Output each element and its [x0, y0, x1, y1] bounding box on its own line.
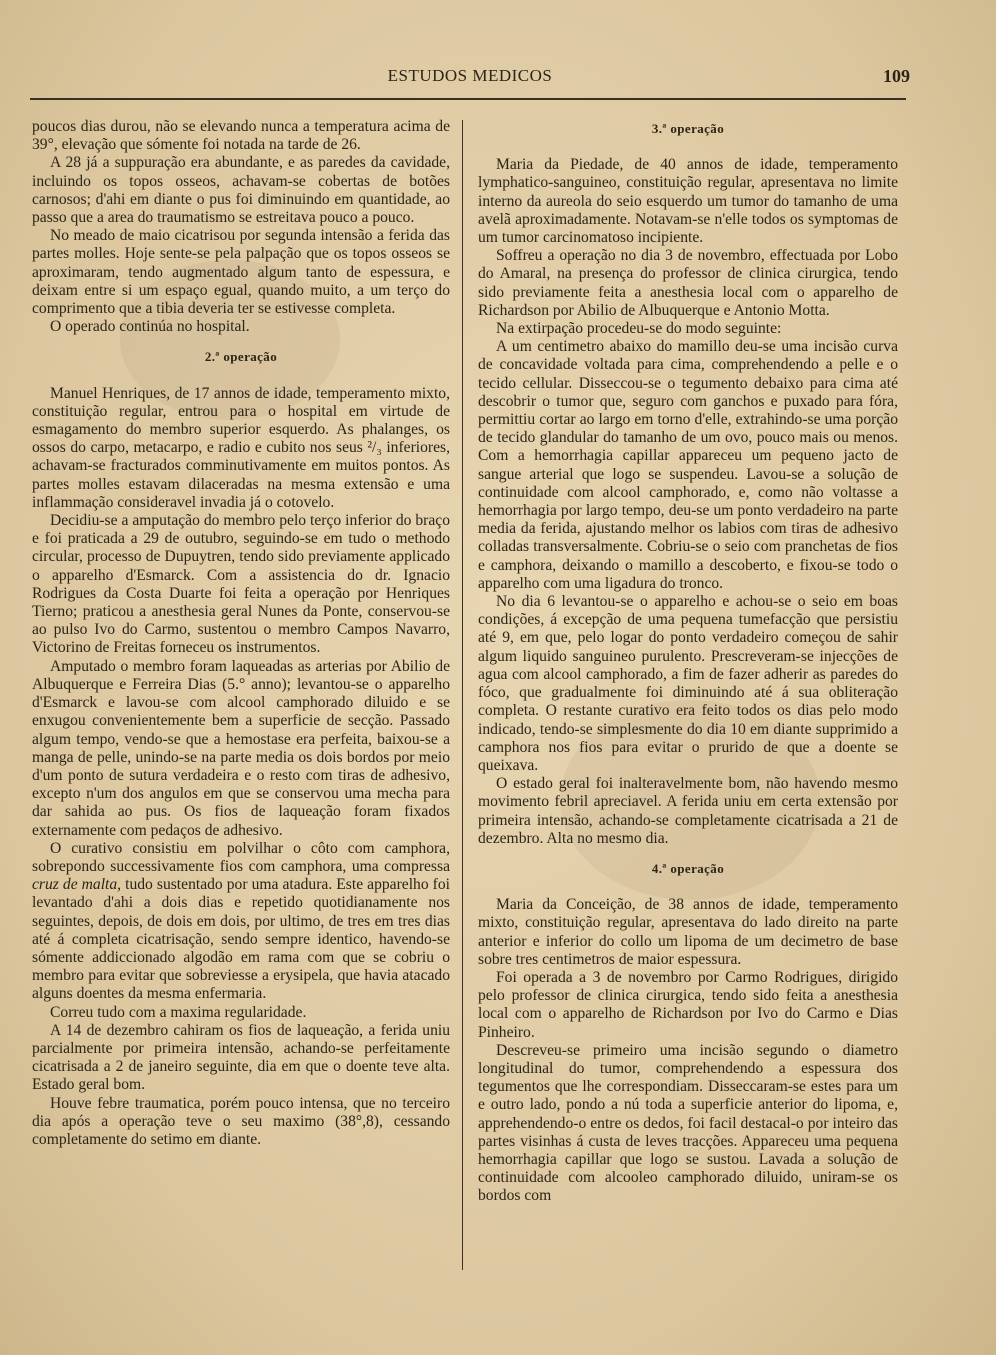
column-divider [462, 120, 463, 1270]
paragraph: Maria da Conceição, de 38 annos de idade, temperamento mixto, constituição regular, apresentava do lado direito na parte anterior e inferior do collo um lipoma de um decimetro de base sobre tres centimetros de maior espessura. [478, 896, 898, 968]
paragraph: Decidiu-se a amputação do membro pelo terço inferior do braço e foi praticada a 29 de outubro, seguindo-se em tudo o methodo circular, processo de Dupuytren, tendo sido previamente applicado o apparelho d'Esmarck. Com a assistencia do dr. Ignacio Rodrigues da Costa Duarte foi feita a operação por Henriques Tierno; praticou a anesthesia geral Nunes da Ponte, conservou-se ao pulso Ivo do Carmo, sustentou o membro Campos Navarro, Victorino de Freitas forneceu os instrumentos. [32, 512, 450, 657]
section-heading: 4.ª operação [651, 860, 725, 876]
right-column [478, 118, 898, 1206]
paragraph: Descreveu-se primeiro uma incisão segundo o diametro longitudinal do tumor, comprehendendo a espessura dos tegumentos que lhe correspondiam. Disseccaram-se estes para um e outro lado, pondo a nú toda a superficie anterior do lipoma, e, apprehendendo-o entre os dedos, foi facil destacal-o por inteiro das partes visinhas á custa de leves tracções. Appareceu uma pequena hemorrhagia capillar que logo se sustou. Lavada a solução de continuidade com alcooleo camphorado diluido, uniram-se os bordos com [478, 1041, 898, 1205]
paragraph: No meado de maio cicatrisou por segunda intensão a ferida das partes molles. Hoje sente-se pela palpação que os topos osseos se aproximaram, tendo augmentado algum tanto de espessura, e deixam entre si um espaço egual, quando muito, a um terço do comprimento que a tibia deveria ter se estivesse completa. [32, 227, 450, 318]
section-heading: 3.ª operação [651, 121, 725, 136]
paragraph: Manuel Henriques, de 17 annos de idade, temperamento mixto, constituição regular, entrou para o hospital em virtude de esmagamento do membro superior esquerdo. As phalanges, os ossos do carpo, metacarpo, e radio e cubito nos seus ²/₃ inferiores, achavam-se fracturados comminutivamente em muitos pontos. As partes molles estavam dilaceradas na mesma extensão e uma inflammação consideravel invadia já o cotovelo. [32, 384, 450, 511]
paragraph-text: O curativo consistiu em polvilhar o côto com camphora, sobrepondo successivamente fios com camphora, uma compressa [32, 839, 450, 875]
paragraph: A 28 já a suppuração era abundante, e as paredes da cavidade, incluindo os topos osseos, achavam-se cobertas de botões carnosos; d'ahi em diante o pus foi diminuindo em quantidade, ao passo que a area do traumatismo se estreitava pouco a pouco. [32, 154, 450, 227]
running-header [30, 66, 910, 90]
paragraph: Na extirpação procedeu-se do modo seguinte: [496, 320, 782, 338]
paragraph-text: tudo sustentado por uma atadura. Este apparelho foi levantado d'ahi a dois dias e repetido quotidianamente nos seguintes, depois, de dois em dois, por ultimo, de tres em tres dias até á completa cicatrisação, sendo sempre identico, havendo-se sómente addiccionado algodão em rama com que se cobriu o membro para evitar que sobreviesse a erysipela, que havia atacado alguns doentes da mesma enfermaria. [32, 876, 450, 1003]
paragraph: poucos dias durou, não se elevando nunca a temperatura acima de 39°, elevação que sómente foi notada na tarde de 26. [32, 118, 450, 154]
paragraph: Houve febre traumatica, porém pouco intensa, que no terceiro dia após a operação teve o seu maximo (38°,8), cessando completamente do setimo em diante. [32, 1094, 450, 1148]
paragraph: Foi operada a 3 de novembro por Carmo Rodrigues, dirigido pelo professor de clinica cirurgica, tendo sido feita a anesthesia local com o apparelho de Richardson por Ivo do Carmo e Dias Pinheiro. [478, 968, 898, 1041]
section-heading: 2.ª operação [204, 349, 278, 365]
paragraph: Amputado o membro foram laqueadas as arterias por Abilio de Albuquerque e Ferreira Dias (5.° anno); levantou-se o apparelho d'Esmarck e lavou-se com alcool camphorado diluido e se enxugou convenientemente bem a superficie de secção. Passado algum tempo, vendo-se que a hemostase era perfeita, baixou-se a manga de pelle, unindo-se na parte media os dois bordos por meio d'um ponto de sutura verdadeira e o resto com tiras de adhesivo, excepto n'um dos angulos em que se conservou uma mecha para dar sahida ao pus. Os fios de laqueação foram fixados externamente com pedaços de adhesivo. [32, 657, 450, 839]
paragraph: Soffreu a operação no dia 3 de novembro, effectuada por Lobo do Amaral, na presença do professor de clinica cirurgica, tendo sido previamente feita a anesthesia local com o apparelho de Richardson por Abilio de Albuquerque e Antonio Motta. [478, 247, 898, 319]
italic-term: cruz de malta, [32, 876, 122, 894]
page-number: 109 [883, 66, 910, 86]
paragraph: O operado continúa no hospital. [50, 318, 250, 336]
paragraph: O estado geral foi inalteravelmente bom, não havendo mesmo movimento febril apreciavel. A ferida uniu em certa extensão por primeira intensão, achando-se completamente cicatrisada a 21 de dezembro. Alta no mesmo dia. [478, 775, 898, 847]
left-column [32, 118, 450, 1149]
paragraph: No dia 6 levantou-se o apparelho e achou-se o seio em boas condições, á excepção de uma pequena tumefacção que persistiu até 9, em que, pelo logar do ponto verdadeiro começou de sahir algum liquido sanguineo purulento. Prescreveram-se injecções de agua com alcool camphorado, a fim de fazer adherir as paredes do fóco, que gradualmente foi diminuindo até á sua obliteração completa. O restante curativo era feito todos os dias pelo modo indicado, tendo-se simplesmente do dia 10 em diante supprimido a camphora nos fios para evitar o prurido de que a doente se queixava. [478, 593, 898, 774]
header-rule [30, 98, 906, 100]
paragraph: Maria da Piedade, de 40 annos de idade, temperamento lymphatico-sanguineo, constituição regular, apresentava no limite interno da aureola do seio esquerdo um tumor do tamanho de uma avelã aproximadamente. Notavam-se n'elle todos os symptomas de um tumor carcinomatoso incipiente. [478, 156, 898, 247]
running-title: ESTUDOS MEDICOS [387, 66, 553, 85]
paragraph: Correu tudo com a maxima regularidade. [50, 1003, 307, 1021]
paragraph [32, 840, 450, 1004]
paragraph: A 14 de dezembro cahiram os fios de laqueação, a ferida uniu parcialmente por primeira intensão, achando-se perfeitamente cicatrisada a 2 de janeiro seguinte, dia em que o doente teve alta. Estado geral bom. [32, 1021, 450, 1094]
paragraph: A um centimetro abaixo do mamillo deu-se uma incisão curva de concavidade voltada para cima, comprehendendo a pelle e o tecido cellular. Disseccou-se o tegumento debaixo para cima até descobrir o tumor que, seguro com ganchos e puxado para fóra, permittiu cortar ao largo em torno d'elle, extrahindo-se uma porção de tecido glandular do tamanho de um ovo, pouco mais ou menos. Com a hemorrhagia capillar appareceu um pequeno jacto de sangue arterial que logo se suspendeu. Lavou-se a solução de continuidade com alcool camphorado, e, como não voltasse a hemorrhagia por largo tempo, deu-se um ponto verdadeiro na parte media da ferida, ajustando melhor os labios com tiras de adhesivo colladas transversalmente. Cobriu-se o seio com pranchetas de fios e camphora, deixando o mamillo a descoberto, e fixou-se todo o apparelho com uma ligadura do tronco. [478, 338, 898, 592]
